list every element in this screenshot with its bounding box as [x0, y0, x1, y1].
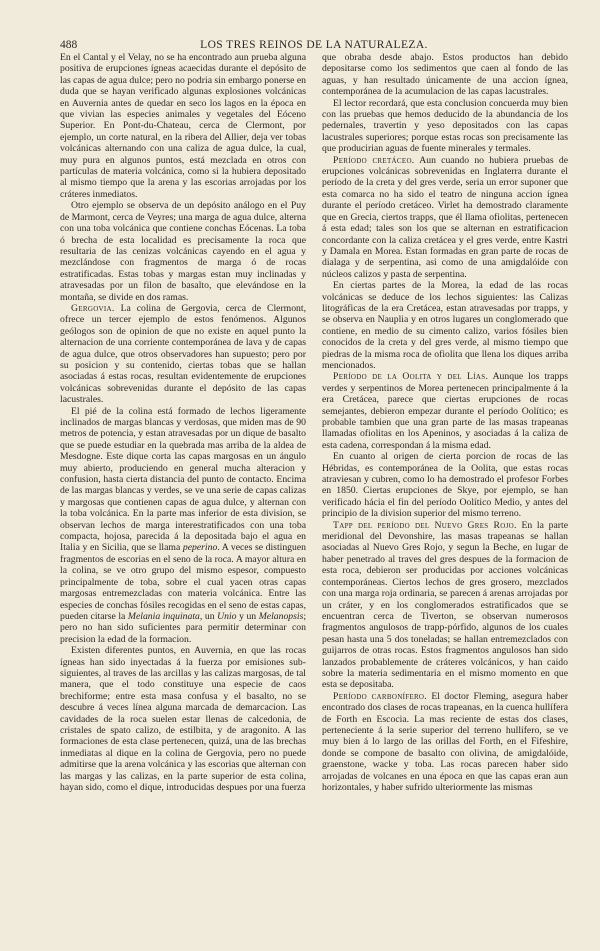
paragraph: El lector recordará, que esta conclusion concuerda muy bien con las pruebas que hemos deducido de la abundancia de los pedernales, travertin y yeso depositados con las capas lacustrales superiores; porque estas rocas son precisamente las que producirian aguas de fuente minerales y termales.	[322, 97, 568, 155]
left-column	[60, 52, 306, 793]
paragraph: Período de la Oolita y del Lías. Aunque los trapps verdes y serpentinos de Morea pertenecen principalmente á la era Cretácea, parece que ciertas erupciones de rocas semejantes, debieron empezar durante el período Oolítico; es probable tambien que una gran parte de las masas trapeanas llamadas ofiolitas en los Apeninos, y asociadas á la caliza de esta cadena, correspondan á la misma edad.	[322, 371, 569, 451]
paragraph: En ciertas partes de la Morea, la edad de las rocas volcánicas se deduce de los lechos siguientes: las Calizas litográficas de la era Cretácea, estan atravesadas por trapps, y se observa en Nauplia y en otros lugares un conglomerado que contiene, en medio de su cimento calizo, varios fósiles bien conocidos de la creta y del gres verde, al mismo tiempo que piedras de la misma roca de ofiolita que llena los diques arriba mencionados.	[322, 280, 568, 371]
running-title: LOS TRES REINOS DE LA NATURALEZA.	[200, 39, 428, 51]
species-name: Melanopsis	[258, 610, 304, 622]
paragraph: Período cretáceo. Aun cuando no hubiera pruebas de erupciones volcánicas sobrevenidas en Inglaterra durante el período de la creta y del gres verde, seria un error suponer que esta comarca no ha sido el teatro de ninguna accion ígnea durante el período cretáceo. Virlet ha demostrado claramente que en Grecia, ciertos trapps, que él llama ofiolitas, pertenecen á esta edad; tales son los que se alternan en estratificacion concordante con la caliza cretácea y el gres verde, entre Kastri y Damala en Morea. Estan formadas en gran parte de rocas de dialaga y de serpentina, asi como de una amigdalóide con núcleos calizos y pasta de serpentina.	[322, 154, 569, 280]
paragraph: En el Cantal y el Velay, no se ha encontrado aun prueba alguna positiva de erupciones ígneas acaecidas durante el depósito de las capas de agua dulce; pero no podria sin embargo ponerse en duda que se hayan verificado algunas explosiones volcánicas en Auvernia antes de quedar en seco los lagos en la época en que vivian las especies animales y vegetales del Eóceno Superior. En Pont-du-Chateau, cerca de Clermont, por ejemplo, un corte natural, en la ribera del Allier, deja ver tobas volcánicas alternando con una caliza de agua dulce, la cual, muy pura en algunos puntos, está mezclada en otros con partículas de materia volcánica, como si la hubiera depositado al mismo tiempo que la arena y las escorias arrojadas por los cráteres inmediatos.	[60, 52, 306, 200]
section-label: Período carbonífero.	[333, 690, 428, 702]
paragraph: Gergovia. La colina de Gergovia, cerca de Clermont, ofrece un tercer ejemplo de estos fenómenos. Algunos geólogos son de opinion de que no existe en aquel punto la alternacion de una corriente contemporánea de lava y de capas de agua dulce, que otros observadores han supuesto; pero por su posicion y su contenido, ciertas tobas que se hallan asociadas á estas rocas, resultan evidentemente de erupciones volcánicas sobrevenidas durante el depósito de las capas lacustrales.	[60, 302, 307, 406]
paragraph: que obraba desde abajo. Estos productos han debido depositarse como los sedimentos que caen al fondo de las aguas, y han resultado únicamente de una accion ígnea, contemporánea de la acumulacion de las capas lacustrales.	[322, 52, 568, 98]
paragraph: Período carbonífero. El doctor Fleming, asegura haber encontrado dos clases de rocas trapeanas, en la cuenca hullífera de Forth en Escocia. La mas reciente de estas dos clases, perteneciente á la serie superior del terreno hullífero, se ve muy bien á lo largo de las orillas del Forth, en el Fifeshire, donde se compone de basalto con olivina, de amigdalóide, graenstone, wacke y toba. Las rocas parecen haber sido arrojadas de volcanes en una época en que las capas eran aun horizontales, y haber sufrido ulteriormente las mismas	[322, 690, 569, 793]
section-label: Período de la Oolita y del Lías.	[333, 371, 489, 383]
species-name: peperino	[182, 542, 218, 554]
paragraph: Tapp del período del Nuevo Gres Rojo. En la parte meridional del Devonshire, las masas trapeanas se hallan asociadas al Nuevo Gres Rojo, y segun la Beche, en lugar de haber penetrado al traves del gres despues de la formacion de esta roca, debieron ser producidas por acciones volcánicas contemporáneas. Ciertos lechos de gres grosero, mezclados con una marga roja ordinaria, se parecen á arenas arrojadas por un cráter, y en los conglomerados estratificados que se encuentran cerca de Tiverton, se observan numerosos fragmentos angulosos de trapp-pórfido, algunos de los cuales pesan hasta una 5 dos toneladas; se hallan entremezclados con guijarros de otras rocas. Estos fragmentos angulosos han sido lanzados probablemente de cráteres volcánicos, y han caido sobre la materia sedimentaria en el mismo momento en que esta se depositaba.	[322, 519, 568, 691]
page-number: 488	[60, 39, 78, 51]
section-label: Gergovia.	[71, 302, 115, 314]
page-header	[60, 38, 568, 52]
paragraph: Existen diferentes puntos, en Auvernia, en que las rocas ígneas han sido inyectadas á la fuerza por emisiones sub-siguientes, al traves de las arcillas y las calizas margosas, de tal manera, que el todo constituye una especie de caos brechiforme; entre esta masa confusa y el basalto, no se descubre á veces línea alguna marcada de demarcacion. Las cavidades de la roca suelen estar llenas de calcedonia, de cristales de spato calizo, de estilbita, y de aragonito. A las formaciones de esta clase pertenecen, quizá, una de las brechas inmediatas al dique en la colina de Gergovia, pero no puede admitirse que la arena volcánica y las escorias que alternan con las margas y las calizas, en la parte superior de esta colina, hayan sido, como el dique, introducidas despues por una fuerza	[60, 645, 306, 793]
species-name: Melania inquinata	[127, 610, 200, 622]
paragraph: En cuanto al origen de cierta porcion de rocas de las Hébridas, es contemporánea de la Oolita, que estas rocas atraviesan y cubren, como lo ha demostrado el profesor Forbes en 1850. Ciertas erupciones de Skye, por ejemplo, se han verificado hácia el fin del período Oolítico Medio, y antes del principio de la division superior del mismo terreno.	[322, 451, 568, 520]
paragraph: Otro ejemplo se observa de un depósito análogo en el Puy de Marmont, cerca de Veyres; una marga de agua dulce, alterna con una toba volcánica que contiene conchas Eócenas. La toba ó brecha de esta localidad es precisamente la roca que resultaria de las cenizas volcánicas cayendo en el agua y mezclándose con fragmentos de marga ó de rocas estratificadas. Estas tobas y margas estan muy inclinadas y atravesadas por un filon de basalto, que elevándose en la montaña, se divide en dos ramas.	[60, 200, 306, 303]
section-label: Período cretáceo.	[333, 154, 415, 166]
section-label: Tapp del período del Nuevo Gres Rojo.	[333, 519, 517, 531]
species-name: Unio	[217, 610, 237, 622]
paragraph: El pié de la colina está formado de lechos ligeramente inclinados de margas blancas y verdosas, que miden mas de 90 metros de potencia, y estan atravesadas por un dique de basalto que se puede estudiar en la quebrada mas arriba de la aldea de Mesdogne. Este dique corta las capas margosas en un ángulo muy abierto, produciendo en general mucha alteracion y confusion, hasta cierta distancia del punto de contacto. Encima de las margas blancas y verdes, se ve una serie de capas calizas y margosas que contienen capas de agua dulce, y alternan con la toba volcánica. En la parte mas inferior de esta division, se observan lechos de marga interestratificados con una toba compacta, hojosa, parecida á la depositada bajo el agua en Italia y en Sicilia, que se llama peperino. A veces se distinguen fragmentos de escorias en el seno de la roca. A mayor altura en la colina, se ve otro grupo del mismo espesor, compuesto principalmente de toba, sobre el cual yacen otras capas margosas entremezcladas con materia volcánica. Entre las especies de conchas fósiles recogidas en el seno de estas capas, pueden citarse la Melania inquinata, un Unio y un Melanopsis; pero no han sido suficientes para permitir determinar con precision la edad de la formacion.	[60, 405, 307, 645]
right-column	[322, 52, 568, 793]
